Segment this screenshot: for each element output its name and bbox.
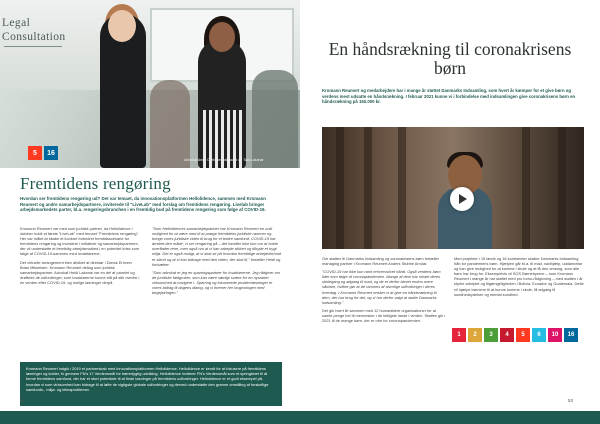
right-page-title: En håndsrækning til coronakrisens børn [328, 39, 572, 78]
sdg-3-number: 3 [489, 332, 493, 338]
play-icon[interactable] [450, 187, 474, 211]
team-photo [0, 0, 300, 168]
legal-sign-line-2: Consultation [2, 31, 66, 43]
sdg-2-icon [468, 328, 482, 342]
right-page-lead: Kromann Reumert og medarbejdere har i mange år støttet Danmarks Indsamling, som hvert år kæmper for et give børn og verdens mest udsatte en håndsrækning. I februar 2021 kunne vi i forbindelse med indsamlingen give coronakrisens børn en håndsrækning på 150.000 kr. [322, 88, 576, 104]
sdg-10-number: 10 [551, 332, 559, 338]
sdg-5-number: 5 [521, 332, 525, 338]
quote-paragraph: "COVID-19 har ikke kun ramt erhvervslivet hårdt. Også verdens børn lider som følge af coronapandemien. Mange af dem har mistet deres skolegang og adgang til mad, og de er derfor blevet endnu mere sårbare, hvilket gør at de rammes af alvorlige udfordringer i deres hverdag. I Kromann Reumert ønsker vi at give en håndsrækning til dem, der har brug for det, og vi har derfor valgt at støtte Danmarks Indsamling." [322, 269, 441, 305]
sdg-2-number: 2 [473, 332, 477, 338]
paragraph: Om støtten til Danmarks Indsamling og coronakrisens børn fortæller managing partner i Kromann Reumert Anders Stubbe Arndal: [322, 256, 439, 267]
right-column-2 [454, 256, 584, 300]
page-number-right: 53 [568, 398, 574, 403]
sdg-4-number: 4 [505, 332, 509, 338]
sdg-16-icon [44, 146, 58, 160]
left-column-1 [20, 226, 142, 288]
photo-caption: Advokat Anne Cathrine Dallgaard og Tala Lakanal [184, 158, 264, 162]
page-number-left: 52 [20, 398, 26, 403]
sdg-16-icon [564, 328, 578, 342]
quote-paragraph: "Som advokat er jeg en sparringspartner for lovaktørerne. Jeg rådgiver om de juridiske faldgruber, som kan være særligt svære for en nystartet virksomhed at navigere i. Sparring og fokuserede problemløsninger er vores bidrag til dagens dialog, og vi forener her lovgivningen med begejstringen." [152, 269, 281, 296]
left-page-title: Fremtidens rengøring [20, 174, 171, 193]
sdg-1-number: 1 [457, 332, 461, 338]
sdg-16-number: 16 [567, 332, 575, 338]
quote-paragraph: "Som Hellolidences samarbejdspartner har Kromann Reumert en unik mulighed for at være med til at præge fremtidens juridiske rammer og bringe vores juridiske viden til brug for et bedre samfund. COVID-19 har ændret den måde, vi ser rengøring på – det handler ikke kun om at holde overflader rene, men også om at vi kan arbejde sikkert og tilbyde et trygt miljø. Det er også muligt, at vi skal se på hvordan fremtidige arbejdsforhold er sikret og at vi kan bidrage med den viden, der skal til," fortæller Heidi og fortsætter: [152, 226, 281, 267]
right-column-1 [322, 256, 446, 326]
legal-sign-line-1: Legal [2, 17, 31, 29]
sdg-5-number: 5 [33, 149, 37, 157]
sdg-6-number: 6 [537, 332, 541, 338]
sdg-1-icon [452, 328, 466, 342]
sdg-6-icon [532, 328, 546, 342]
paragraph: Med projekter i 15 lande og 16 kontinenter skaber Danmarks Indsamling håb for pandemiens børn. Hjælpen går bl.a. til mad, nødhjælp, uddannelse og kan give mulighed for at komme i skole og at få den omsorg, som alle børn har brug for. Eksempelvis vil SOS Børnebyerne – som Kromann Reumert i mange år har støttet med pro bono-rådgivning – med støtten i år styrke arbejdet og tilgængeligheden i Bolivia, Ecuador og Guatemala. Dette vil hjælpe børnene til at kunne komme i skole, få adgang til sundhedsydelser og mental sundhed. [454, 256, 584, 297]
video-player[interactable] [322, 127, 584, 249]
sdg-5-icon [516, 328, 530, 342]
sdg-4-icon [500, 328, 514, 342]
legal-consultation-sign [2, 16, 68, 58]
left-page-lead: Hvordan ser fremtidens rengøring ud? Det var temaet, da innovationsplatformen Hellolidence, sammen med Kromann Reumert og andre samarbejdspartnere, inviterede til "LiveLab" med forslag om fremtidens rengøring. Livelab bringer arbejdsmarkedets parter, bl.a. rengøringsbranchen i en fremtidig bud på fremtidens rengøring som følge af COVID-19. [20, 196, 266, 213]
sdg-3-icon [484, 328, 498, 342]
sdg-10-icon [548, 328, 562, 342]
sdg-16-number: 16 [47, 149, 55, 157]
sdg-5-icon [28, 146, 42, 160]
left-column-2 [152, 226, 282, 298]
footer-bar [0, 411, 600, 424]
sdg-icon-row [452, 328, 578, 342]
partnership-box: Kromann Reumert indgik i 2019 et partnerskab med innovationsplatformen Hellolidence. Hellolidence er kendt for at fokusere på fremtidens løsninger og kobler, fx gennem FN's 17 Verdensmål for bæredygtig udvikling. Hellolidence inviterer FN's Verdensmål som et springbræt til at forme fremtidens samfund, der har et stort potentiale til at finde løsninger på fremtidens udfordringer. Hellolidence er et godt eksempel på, hvordan vi som virksomhed kan bidrage til at løfte de vigtigste globale udfordringer og derved understøtte den grønne omstilling af forskellige samfunds-, miljø- og klimaproblemer. [20, 362, 282, 406]
paragraph: Kromann Reumert var med som juridisk partner, da Hellolidence i oktober holdt et første "LiveLab" med temaet "Fremtidens rengøring". Her var målet at skabe et konkret forbedret fremtidsscenarie for fremtidens rengøring og investere i initiativer og samarbejdspartnere, der vil understøtte et fremtidig arbejdsmarked i en potentiel krise som følge af COVID-19-sammen med lovaktørerne. [20, 226, 140, 257]
right-page [300, 0, 600, 424]
paragraph: Det gik hvert år sammen med 12 humanitære organisationer for at samle penge ind til mennesker i de fattigste lande i verden. Støtten gik i 2021 til de mange børn, der er ofre for coronapandemien. [322, 307, 446, 324]
paragraph: Det virtuelle arrangement blev afviklet af direktør i Dansk Erhverv Brian Mikkelsen. Kromann Reumert deltog som juridisk samarbejdspartner. Advokat Heidi Lakanal var en del af panelet og drøftede de udfordringer, som lovaktørerne kunne stå på stik overfor i en verden efter COVID-19, og mulige løsninger derpå. [20, 259, 140, 285]
